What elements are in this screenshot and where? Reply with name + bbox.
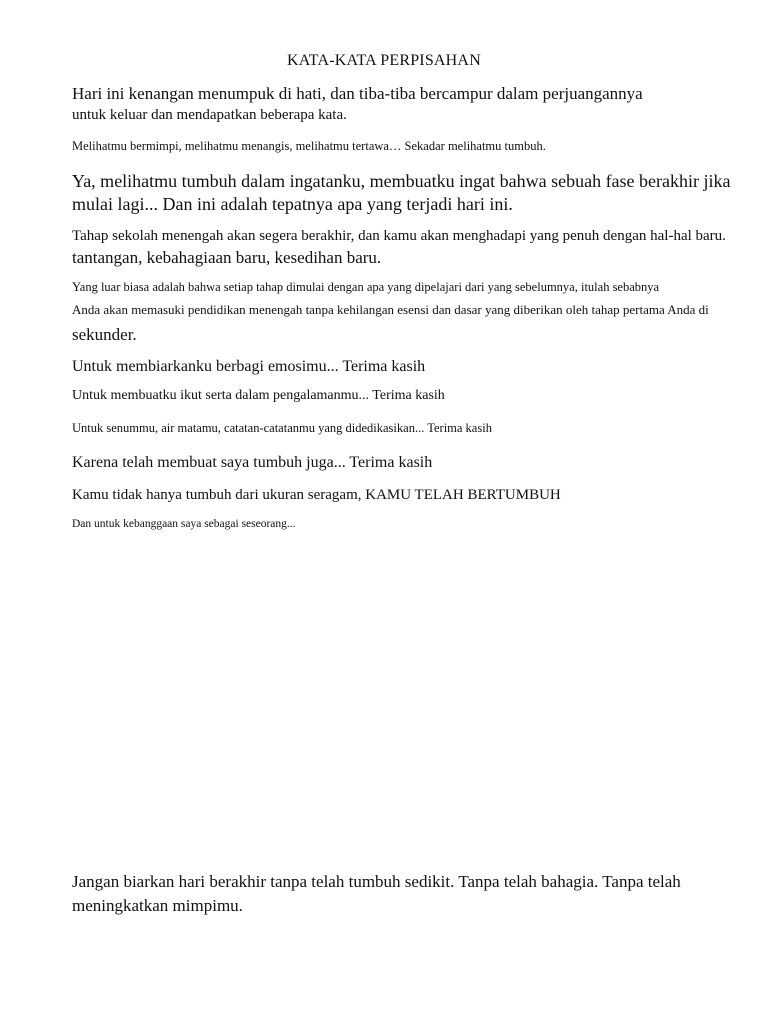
paragraph-line-8: Yang luar biasa adalah bahwa setiap tahap dimulai dengan apa yang dipelajari dari yang sebelumnya, itulah sebabnya (72, 280, 660, 294)
document-title: KATA-KATA PERPISAHAN (287, 52, 481, 69)
paragraph-line-16: Dan untuk kebanggaan saya sebagai seseorang... (72, 518, 296, 530)
paragraph-line-4: Ya, melihatmu tumbuh dalam ingatanku, membuatku ingat bahwa sebuah fase berakhir jika (72, 171, 731, 191)
paragraph-line-1: Hari ini kenangan menumpuk di hati, dan tiba-tiba bercampur dalam perjuangannya (72, 84, 643, 103)
paragraph-line-18: meningkatkan mimpimu. (72, 896, 243, 915)
paragraph-line-14: Karena telah membuat saya tumbuh juga... Terima kasih (72, 454, 433, 471)
paragraph-line-9: Anda akan memasuki pendidikan menengah tanpa kehilangan esensi dan dasar yang diberikan oleh tahap pertama Anda di (72, 302, 709, 317)
paragraph-line-5: mulai lagi... Dan ini adalah tepatnya apa yang terjadi hari ini. (72, 194, 513, 214)
paragraph-line-10: sekunder. (72, 325, 137, 344)
paragraph-line-11: Untuk membiarkanku berbagi emosimu... Terima kasih (72, 358, 426, 375)
paragraph-line-17: Jangan biarkan hari berakhir tanpa telah tumbuh sedikit. Tanpa telah bahagia. Tanpa telah (72, 872, 681, 891)
paragraph-line-15: Kamu tidak hanya tumbuh dari ukuran seragam, KAMU TELAH BERTUMBUH (72, 487, 561, 503)
paragraph-line-3: Melihatmu bermimpi, melihatmu menangis, melihatmu tertawa… Sekadar melihatmu tumbuh. (72, 139, 546, 153)
paragraph-line-12: Untuk membuatku ikut serta dalam pengalamanmu... Terima kasih (72, 388, 445, 403)
paragraph-line-2: untuk keluar dan mendapatkan beberapa kata. (72, 107, 347, 123)
paragraph-line-6: Tahap sekolah menengah akan segera berakhir, dan kamu akan menghadapi yang penuh dengan hal-hal baru. (72, 228, 726, 244)
paragraph-line-7: tantangan, kebahagiaan baru, kesedihan baru. (72, 248, 382, 267)
paragraph-line-13: Untuk senummu, air matamu, catatan-catatanmu yang didedikasikan... Terima kasih (72, 421, 492, 435)
